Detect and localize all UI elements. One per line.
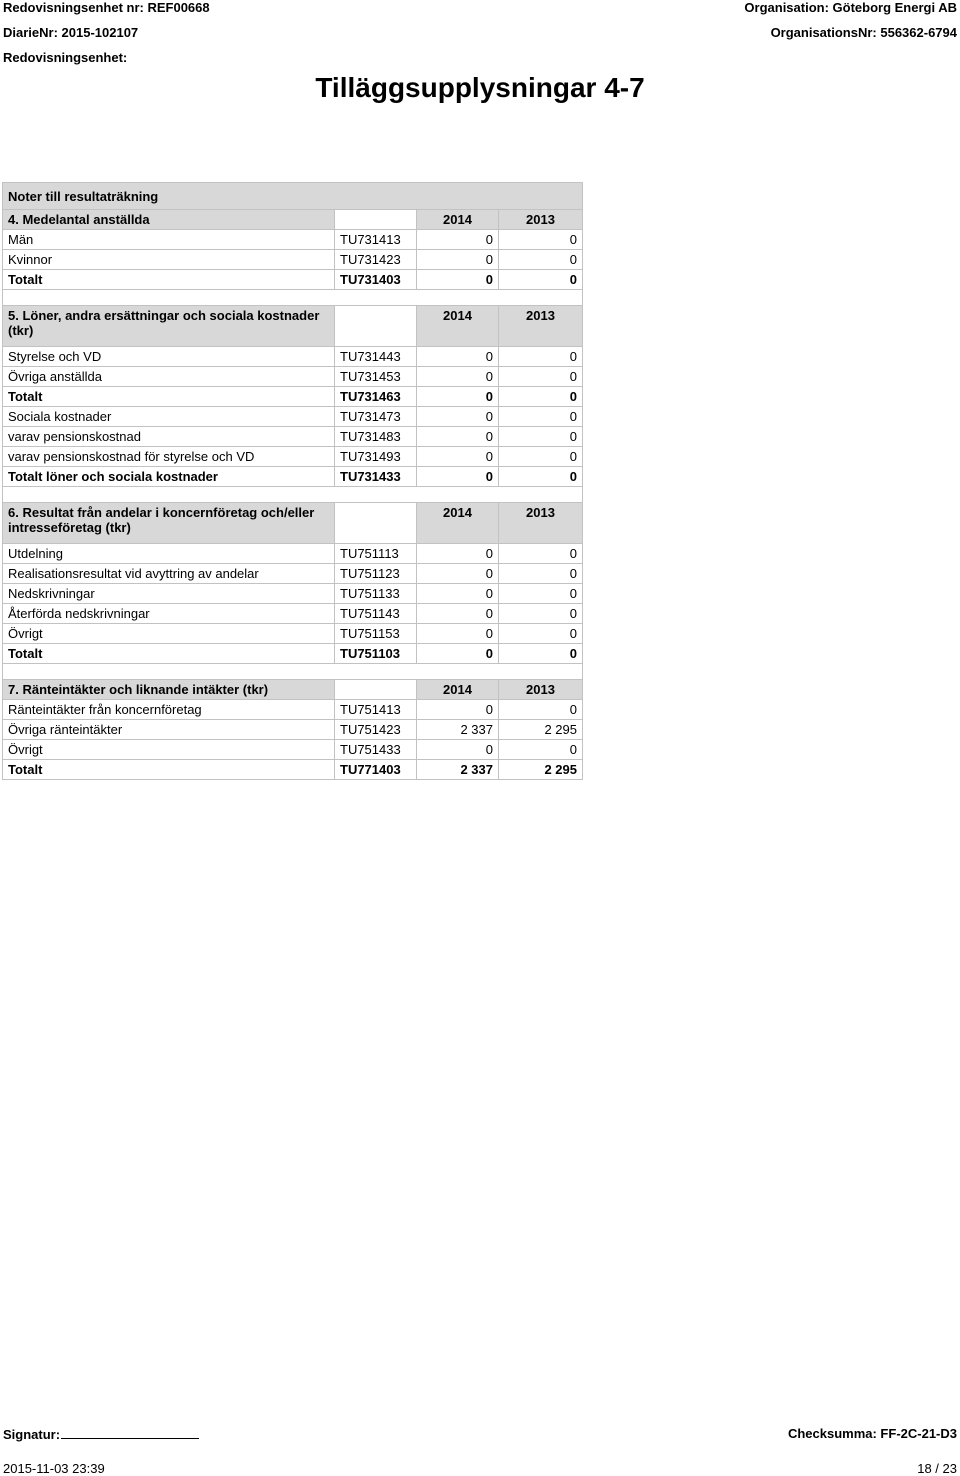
row-label: Övrigt [3,624,335,644]
signature-label: Signatur: [3,1427,61,1442]
row-label: Övriga anställda [3,367,335,387]
value-previous: 0 [499,544,583,564]
value-previous: 0 [499,740,583,760]
code-header-cell [335,503,417,544]
row-code: TU731493 [335,447,417,467]
table-row [3,230,583,250]
diarie-number: DiarieNr: 2015-102107 [3,25,139,40]
row-label: Totalt [3,387,335,407]
year-previous: 2013 [499,210,583,230]
value-current: 2 337 [417,720,499,740]
row-label: Kvinnor [3,250,335,270]
page-title: Tilläggsupplysningar 4-7 [315,72,645,103]
value-current: 0 [417,367,499,387]
row-code: TU751103 [335,644,417,664]
row-code: TU751433 [335,740,417,760]
section-header [3,306,583,347]
row-label: varav pensionskostnad för styrelse och VD [3,447,335,467]
value-previous: 0 [499,387,583,407]
spacer-cell [3,290,583,306]
value-previous: 0 [499,467,583,487]
total-row [3,644,583,664]
value-previous: 0 [499,700,583,720]
table-row [3,604,583,624]
table-row [3,347,583,367]
row-code: TU731483 [335,427,417,447]
value-current: 0 [417,447,499,467]
row-code: TU731453 [335,367,417,387]
row-label: Återförda nedskrivningar [3,604,335,624]
timestamp: 2015-11-03 23:39 [3,1461,105,1476]
unit-number: Redovisningsenhet nr: REF00668 [3,0,210,15]
row-code: TU751113 [335,544,417,564]
table-row [3,564,583,584]
spacer-row [3,290,583,306]
table-row [3,584,583,604]
year-current: 2014 [417,306,499,347]
total-row [3,270,583,290]
year-current: 2014 [417,210,499,230]
notes-table [2,182,583,780]
reporting-unit: Redovisningsenhet: [3,50,128,65]
row-code: TU751123 [335,564,417,584]
value-previous: 0 [499,604,583,624]
value-previous: 0 [499,250,583,270]
value-current: 0 [417,347,499,367]
section-heading: 4. Medelantal anställda [3,210,335,230]
row-code: TU751423 [335,720,417,740]
value-current: 0 [417,230,499,250]
table-row [3,407,583,427]
table-row [3,447,583,467]
table-title: Noter till resultaträkning [3,183,583,210]
total-row [3,467,583,487]
value-current: 0 [417,740,499,760]
value-previous: 0 [499,447,583,467]
year-previous: 2013 [499,503,583,544]
code-header-cell [335,680,417,700]
row-label: Män [3,230,335,250]
value-previous: 0 [499,644,583,664]
value-current: 2 337 [417,760,499,780]
value-previous: 0 [499,427,583,447]
row-label: Realisationsresultat vid avyttring av andelar [3,564,335,584]
value-previous: 0 [499,270,583,290]
row-code: TU731403 [335,270,417,290]
value-current: 0 [417,467,499,487]
row-code: TU731443 [335,347,417,367]
section-header [3,680,583,700]
table-row [3,544,583,564]
table-row [3,367,583,387]
row-label: Totalt [3,644,335,664]
code-header-cell [335,210,417,230]
table-title-row [3,183,583,210]
row-label: varav pensionskostnad [3,427,335,447]
total-row [3,760,583,780]
value-previous: 0 [499,584,583,604]
row-code: TU751153 [335,624,417,644]
value-previous: 0 [499,367,583,387]
row-code: TU751143 [335,604,417,624]
signature-line [61,1426,199,1439]
signature-area [3,1426,199,1442]
spacer-cell [3,487,583,503]
section-header [3,210,583,230]
row-label: Ränteintäkter från koncernföretag [3,700,335,720]
row-code: TU731423 [335,250,417,270]
checksum: Checksumma: FF-2C-21-D3 [787,1426,957,1441]
value-previous: 0 [499,564,583,584]
table-row [3,740,583,760]
row-code: TU731413 [335,230,417,250]
table-row [3,720,583,740]
row-label: Styrelse och VD [3,347,335,367]
value-current: 0 [417,644,499,664]
organisation-name: Organisation: Göteborg Energi AB [744,0,957,15]
row-label: Totalt [3,760,335,780]
row-label: Övrigt [3,740,335,760]
table-row [3,250,583,270]
value-current: 0 [417,250,499,270]
value-previous: 0 [499,407,583,427]
value-previous: 2 295 [499,720,583,740]
value-current: 0 [417,407,499,427]
year-current: 2014 [417,680,499,700]
row-label: Sociala kostnader [3,407,335,427]
organisation-number: OrganisationsNr: 556362-6794 [770,25,957,40]
section-heading: 6. Resultat från andelar i koncernföretag och/eller intresseföretag (tkr) [3,503,335,544]
value-previous: 2 295 [499,760,583,780]
row-code: TU771403 [335,760,417,780]
table-row [3,624,583,644]
table-row [3,427,583,447]
value-previous: 0 [499,347,583,367]
row-code: TU751413 [335,700,417,720]
value-current: 0 [417,387,499,407]
value-current: 0 [417,700,499,720]
value-current: 0 [417,270,499,290]
value-current: 0 [417,624,499,644]
row-label: Utdelning [3,544,335,564]
value-current: 0 [417,564,499,584]
value-current: 0 [417,544,499,564]
row-label: Nedskrivningar [3,584,335,604]
table-row [3,700,583,720]
spacer-row [3,664,583,680]
value-current: 0 [417,584,499,604]
value-current: 0 [417,427,499,447]
value-previous: 0 [499,230,583,250]
row-label: Övriga ränteintäkter [3,720,335,740]
page-number: 18 / 23 [917,1461,957,1476]
section-header [3,503,583,544]
row-code: TU731433 [335,467,417,487]
value-current: 0 [417,604,499,624]
total-row [3,387,583,407]
spacer-row [3,487,583,503]
row-code: TU731473 [335,407,417,427]
section-heading: 5. Löner, andra ersättningar och sociala kostnader (tkr) [3,306,335,347]
year-previous: 2013 [499,306,583,347]
row-label: Totalt [3,270,335,290]
row-label: Totalt löner och sociala kostnader [3,467,335,487]
value-previous: 0 [499,624,583,644]
code-header-cell [335,306,417,347]
year-current: 2014 [417,503,499,544]
row-code: TU731463 [335,387,417,407]
section-heading: 7. Ränteintäkter och liknande intäkter (tkr) [3,680,335,700]
row-code: TU751133 [335,584,417,604]
spacer-cell [3,664,583,680]
year-previous: 2013 [499,680,583,700]
